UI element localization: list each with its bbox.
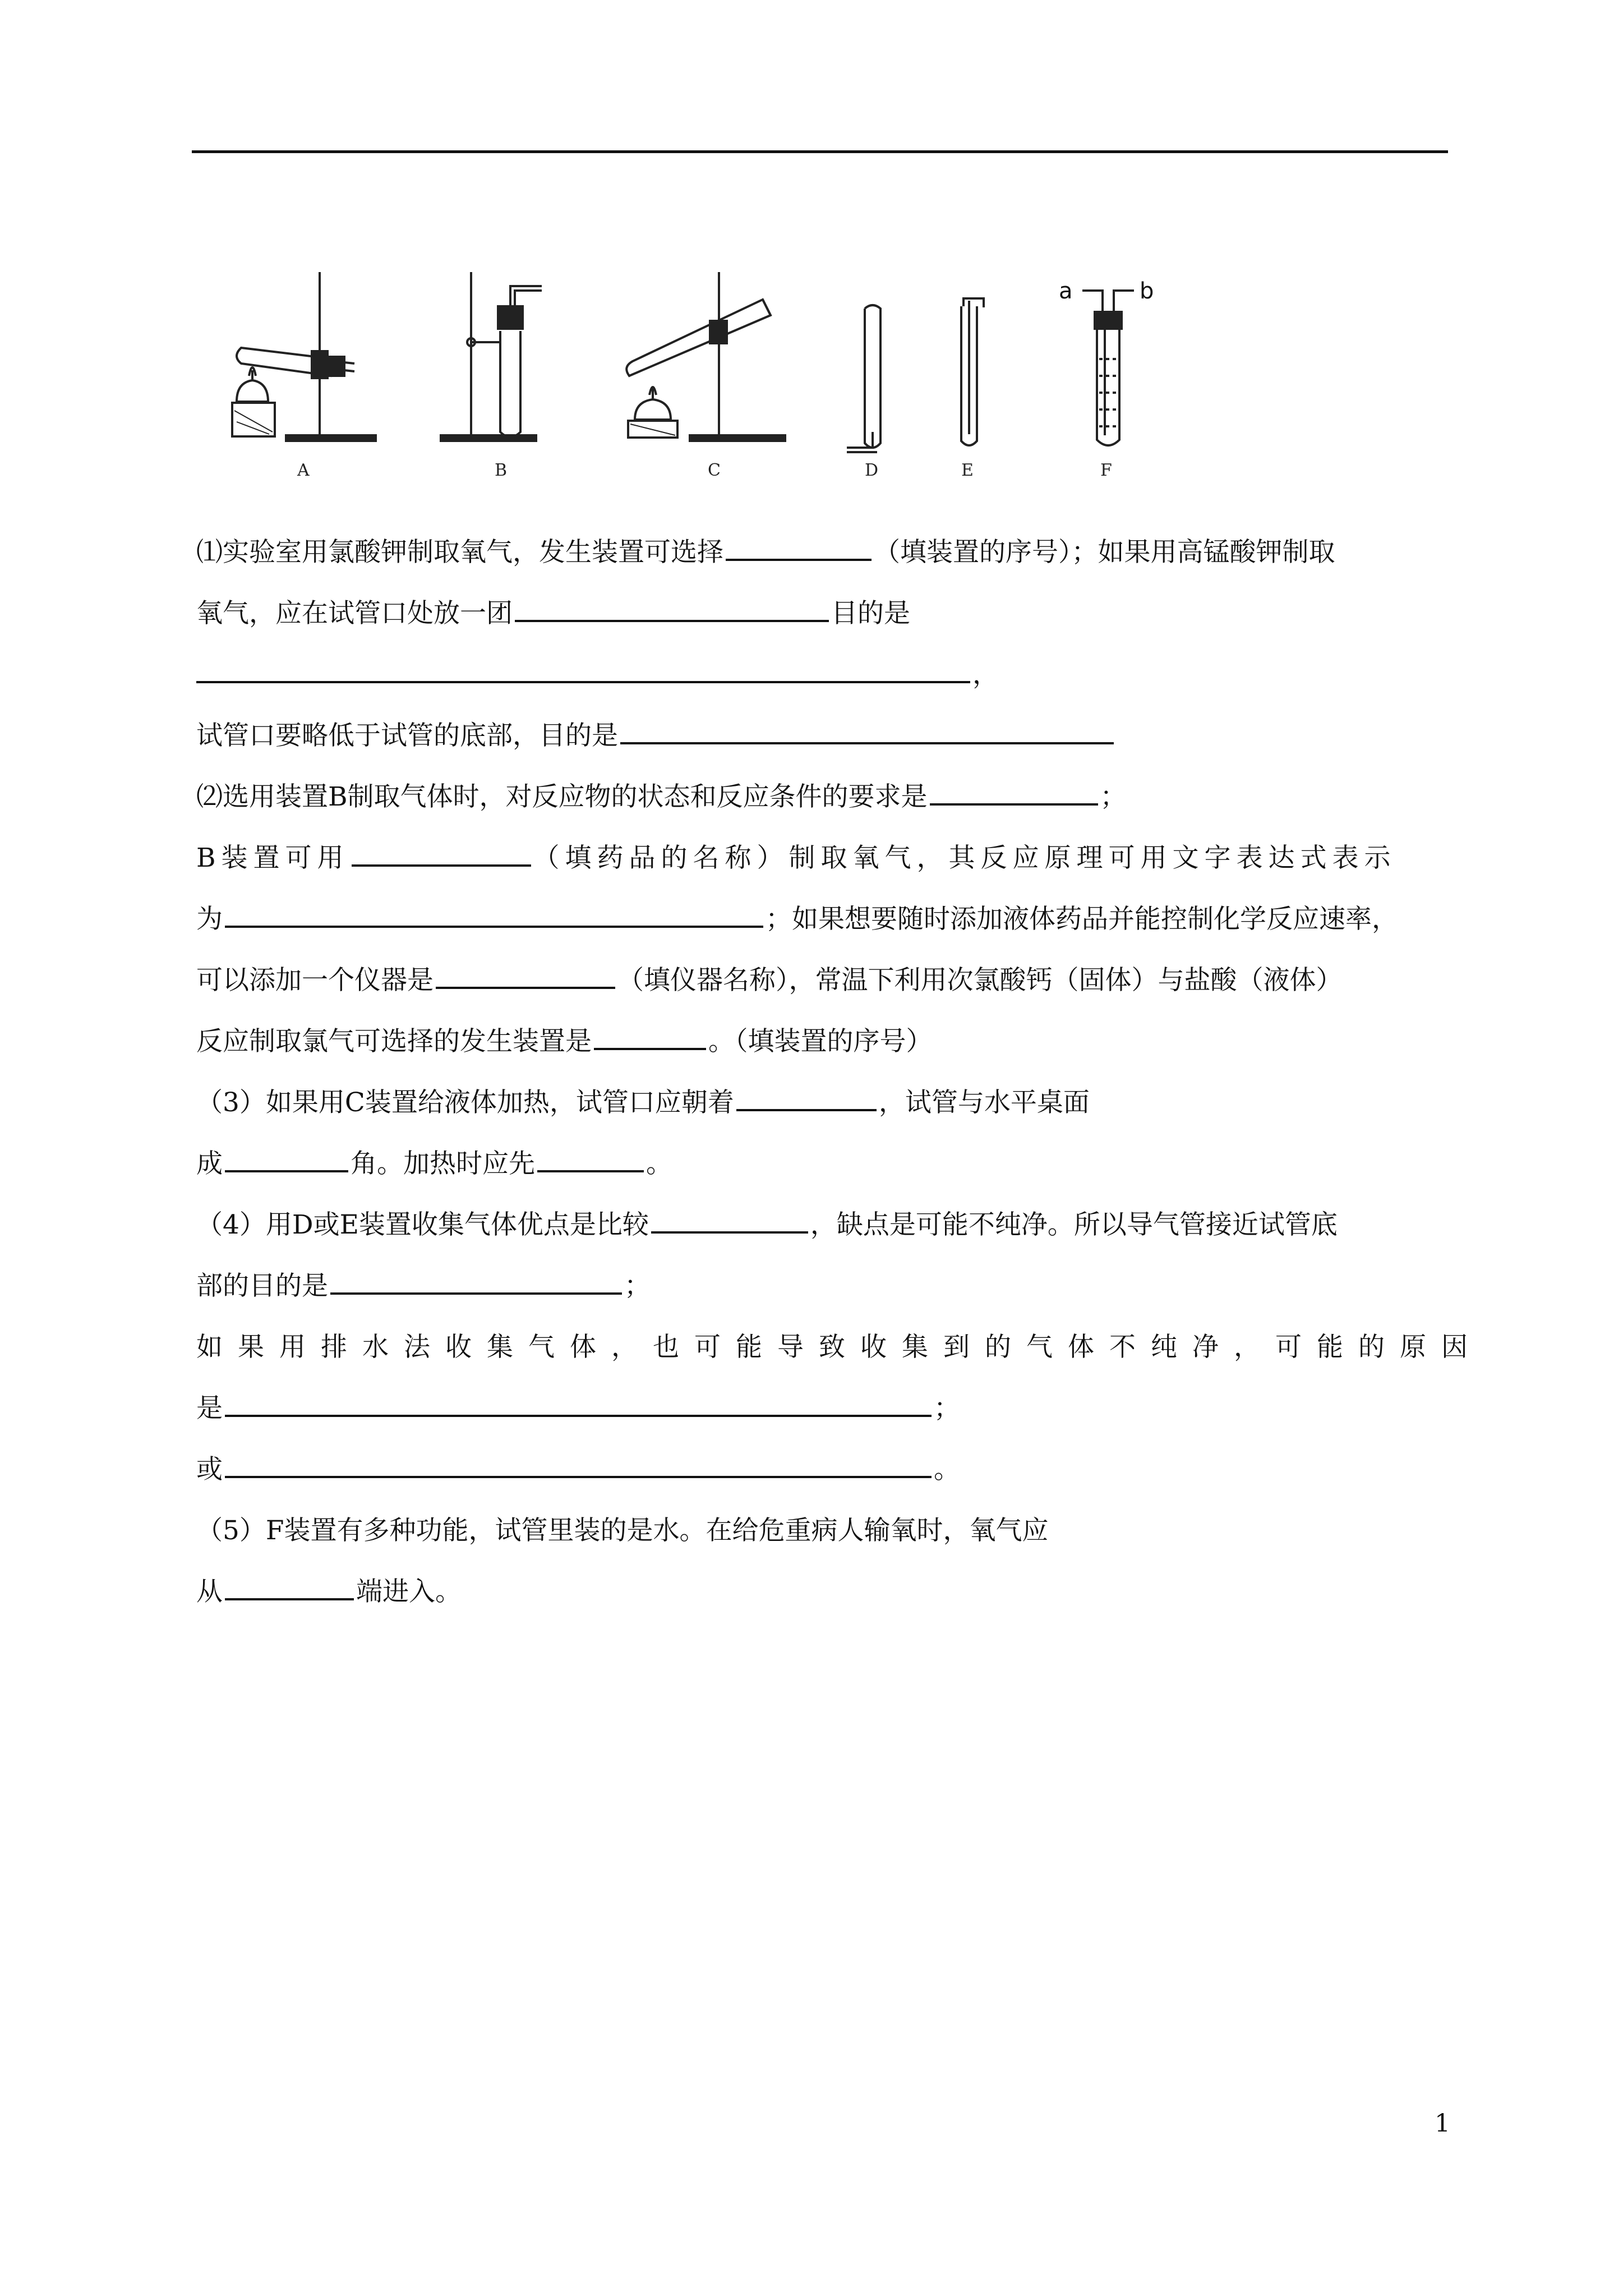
answer-blank[interactable] — [436, 954, 615, 989]
q1-line-1: ⑴实验室用氯酸钾制取氧气，发生装置可选择 （填装置的序号）；如果用高锰酸钾制取 — [196, 522, 1453, 583]
answer-blank[interactable] — [352, 832, 531, 867]
q4-line-5: 或 。 — [196, 1439, 1453, 1500]
q5-line-2: 从 端进入。 — [196, 1561, 1453, 1622]
apparatus-c — [626, 272, 785, 441]
label-b: B — [495, 461, 508, 480]
q4-line-3: 如果用排水法收集气体，也可能导致收集到的气体不纯净，可能的原因 — [196, 1332, 1483, 1363]
answer-blank[interactable] — [225, 1138, 348, 1172]
answer-blank[interactable] — [330, 1260, 622, 1295]
apparatus-e — [961, 298, 984, 445]
apparatus-f — [1082, 291, 1134, 445]
question-text — [196, 522, 1483, 1622]
answer-blank[interactable] — [651, 1199, 808, 1234]
answer-blank[interactable] — [196, 648, 970, 683]
answer-blank[interactable] — [930, 771, 1098, 806]
answer-blank[interactable] — [225, 1382, 932, 1417]
answer-blank[interactable] — [620, 710, 1114, 744]
port-b-label: b — [1140, 278, 1154, 304]
answer-blank[interactable] — [515, 587, 829, 622]
answer-blank[interactable] — [537, 1138, 644, 1172]
apparatus-a — [232, 272, 376, 441]
label-c: C — [708, 461, 721, 480]
answer-blank[interactable] — [225, 1566, 354, 1600]
q4-line-1: （4）用D或E装置收集气体优点是比较 ，缺点是可能不纯净。所以导气管接近试管底 — [196, 1194, 1453, 1255]
header-rule — [192, 150, 1448, 153]
label-f: F — [1100, 461, 1112, 480]
apparatus-diagram — [208, 264, 1228, 488]
answer-blank[interactable] — [726, 526, 872, 561]
q2-line-3: 为 ；如果想要随时添加液体药品并能控制化学反应速率， — [196, 889, 1453, 950]
answer-blank[interactable] — [225, 893, 763, 928]
q3-line-2: 成 角。加热时应先 。 — [196, 1133, 1453, 1194]
label-a: A — [297, 461, 310, 480]
apparatus-figure — [208, 264, 1228, 488]
answer-blank[interactable] — [594, 1015, 706, 1050]
q3-line-1: （3）如果用C装置给液体加热，试管口应朝着 ，试管与水平桌面 — [196, 1072, 1453, 1133]
answer-blank[interactable] — [225, 1443, 932, 1478]
label-d: D — [865, 461, 879, 480]
q1-line-4: 试管口要略低于试管的底部，目的是 — [196, 705, 1453, 766]
q1-line-3: ， — [196, 644, 1453, 705]
port-a-label: a — [1059, 278, 1073, 304]
q5-line-1: （5）F装置有多种功能，试管里装的是水。在给危重病人输氧时，氧气应 — [196, 1515, 1049, 1546]
q2-line-5: 反应制取氯气可选择的发生装置是 。（填装置的序号） — [196, 1011, 1453, 1072]
q2-line-2: B装置可用 （填药品的名称）制取氧气，其反应原理可用文字表达式表示 — [196, 827, 1453, 889]
q2-line-1: ⑵选用装置B制取气体时，对反应物的状态和反应条件的要求是 ； — [196, 766, 1453, 827]
apparatus-b — [441, 272, 542, 441]
label-e: E — [961, 461, 974, 480]
q4-line-2: 部的目的是 ； — [196, 1255, 1453, 1317]
q1-line-2: 氧气，应在试管口处放一团 目的是 — [196, 583, 1453, 644]
answer-blank[interactable] — [736, 1076, 877, 1111]
page-number: 1 — [1435, 2109, 1450, 2138]
q4-line-4: 是 ； — [196, 1378, 1453, 1439]
apparatus-d — [847, 305, 880, 452]
q2-line-4: 可以添加一个仪器是 （填仪器名称），常温下利用次氯酸钙（固体）与盐酸（液体） — [196, 950, 1453, 1011]
